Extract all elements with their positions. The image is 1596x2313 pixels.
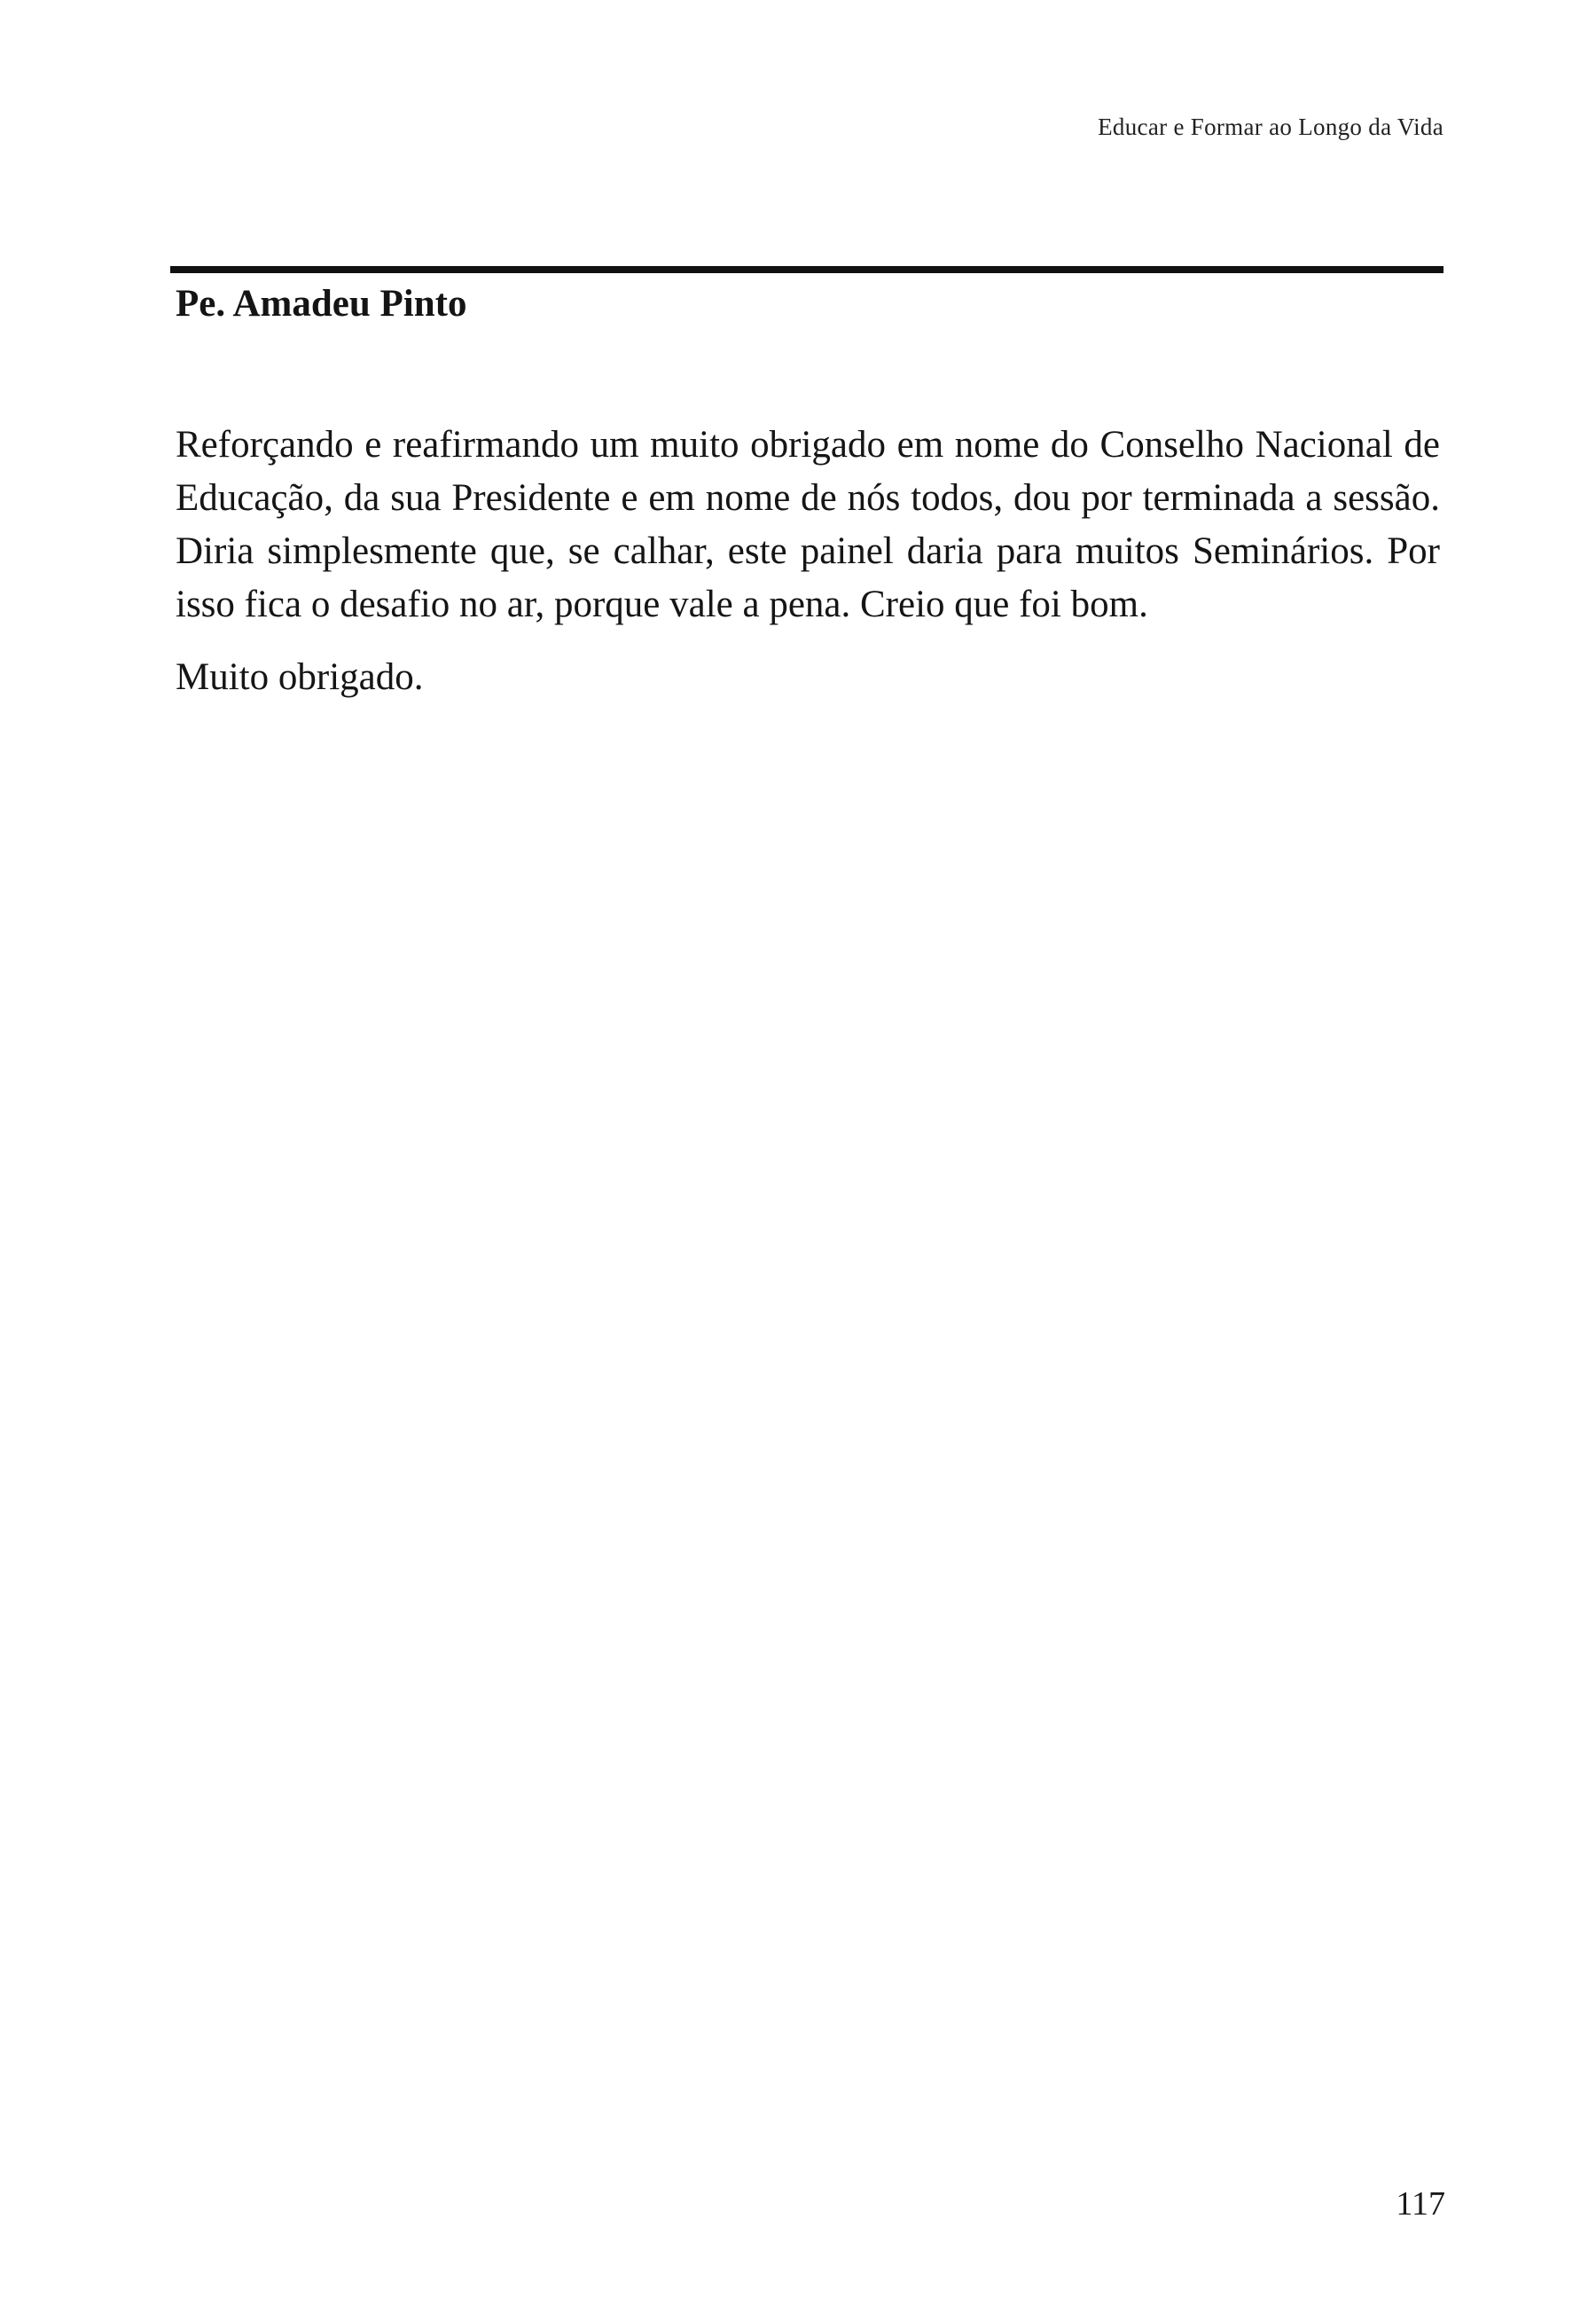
speech-body xyxy=(176,419,1440,704)
speech-paragraph: Reforçando e reafirmando um muito obrigado em nome do Conselho Nacional de Educação, da sua Presidente e em nome de nós todos, dou por terminada a sessão. Diria simplesmente que, se calhar, este painel daria para muitos Seminários. Por isso fica o desafio no ar, porque vale a pena. Creio que foi bom. xyxy=(176,424,1440,625)
speaker-heading: Pe. Amadeu Pinto xyxy=(176,283,467,325)
running-header: Educar e Formar ao Longo da Vida xyxy=(1098,114,1443,140)
page-number: 117 xyxy=(1396,2185,1445,2223)
section-divider xyxy=(170,266,1443,273)
closing-remark: Muito obrigado. xyxy=(176,656,424,698)
